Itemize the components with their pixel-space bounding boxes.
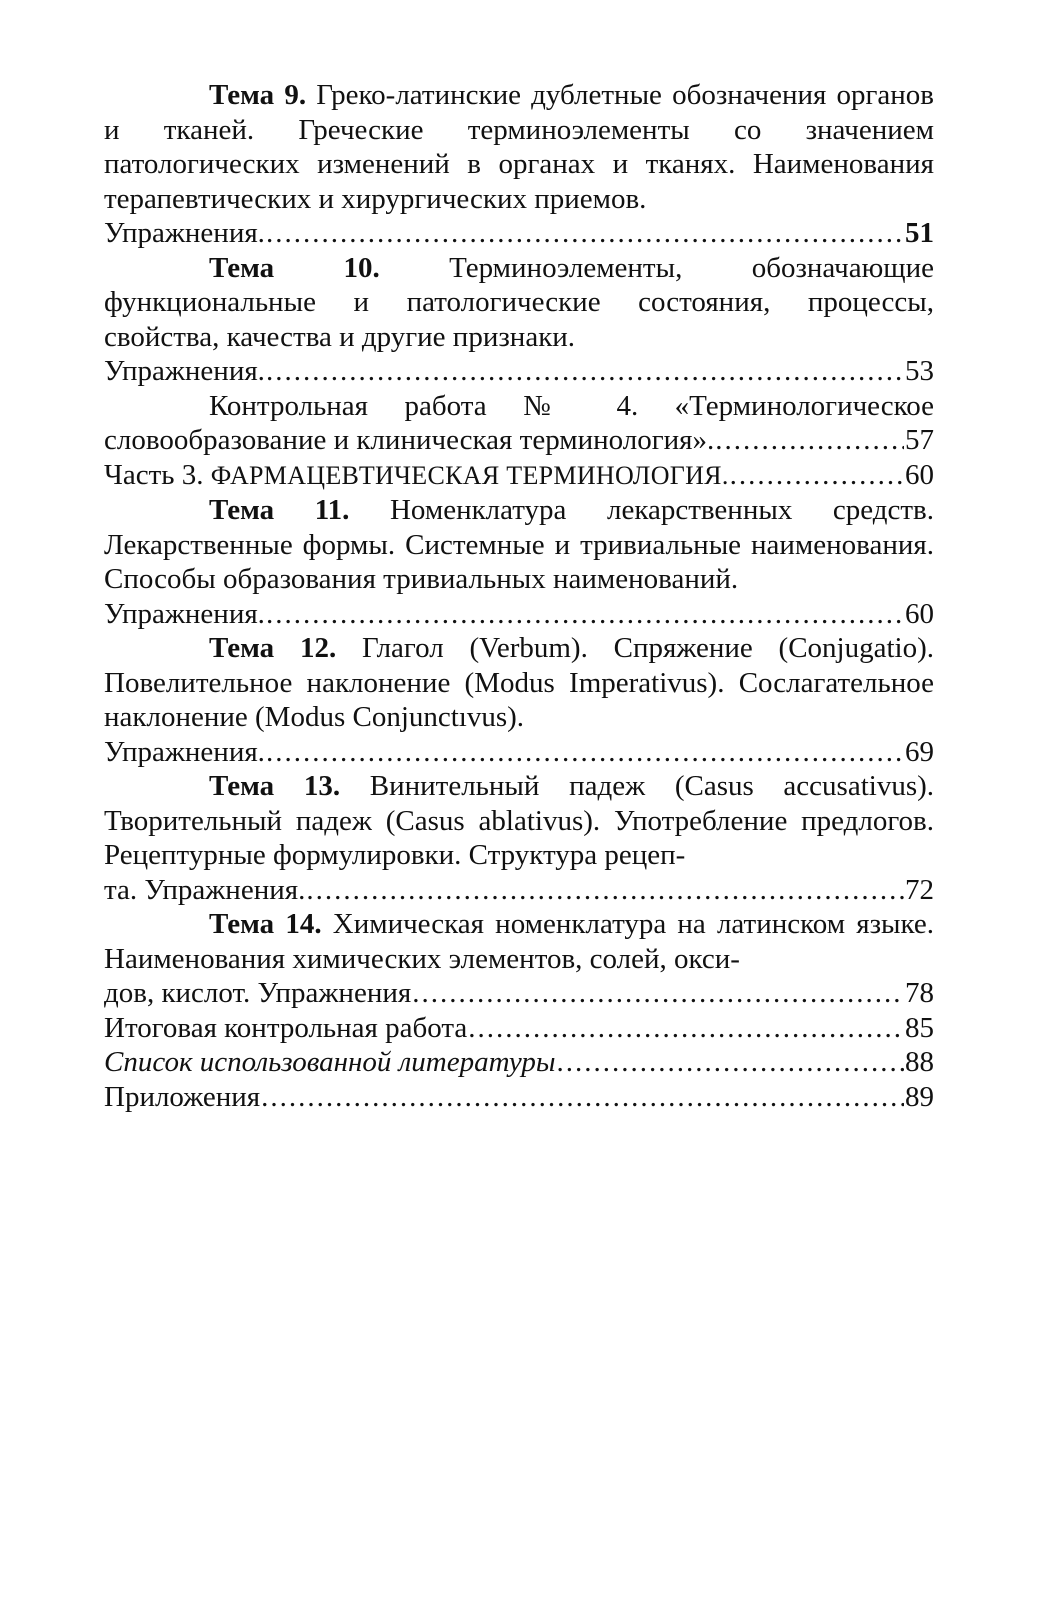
toc-entry-part-3[interactable] <box>104 458 934 494</box>
toc-entry-tail: Упражнения. <box>104 597 265 630</box>
toc-entry-tail: Упражнения. <box>104 355 265 387</box>
toc-entry-tail: Приложения <box>104 1080 261 1113</box>
toc-entry-text <box>104 78 934 216</box>
table-of-contents <box>104 78 934 1114</box>
topic-label: Тема 12. <box>209 632 337 664</box>
dot-leader <box>468 1011 904 1046</box>
toc-entry-topic-11[interactable] <box>104 493 934 631</box>
page-number: 88 <box>905 1046 934 1078</box>
dot-leader <box>715 423 904 458</box>
topic-description: Винительный падеж (Casus accusativus). Творительный падеж (Casus ablativus). Употребление предлогов. Рецептурные формулировки. Структура рецеп- <box>104 770 935 871</box>
topic-description: Химическая номенклатура на латинском языке. Наименования химических элементов, солей, окси- <box>104 908 934 975</box>
page-number: 78 <box>905 977 934 1009</box>
page-number: 72 <box>905 873 934 906</box>
toc-entry-references[interactable] <box>104 1045 934 1080</box>
topic-label: Тема 14. <box>209 908 322 940</box>
page-number: 57 <box>905 424 934 456</box>
toc-leader-line <box>104 597 934 632</box>
toc-leader-line <box>104 735 934 770</box>
toc-entry-control-work-4[interactable] <box>104 389 934 458</box>
topic-description: Терминоэлементы, обозначающие функциональные и патологические состояния, процессы, свойства, качества и другие признаки. <box>104 251 934 353</box>
toc-entry-tail: Список использованной литературы <box>104 1046 556 1078</box>
topic-label: Тема 13. <box>209 770 341 802</box>
toc-entry-tail: Итоговая контрольная работа <box>104 1011 468 1044</box>
toc-leader-line <box>104 423 934 458</box>
part-label: Часть 3. <box>104 458 204 491</box>
dot-leader <box>261 1080 904 1115</box>
dot-leader <box>266 597 904 632</box>
topic-label: Тема 11. <box>209 494 350 526</box>
toc-entry-text <box>104 631 934 735</box>
topic-description: Номенклатура лекарственных средств. Лекарственные формы. Системные и тривиальные наименования. Способы образования тривиальных наименований. <box>104 494 934 595</box>
toc-entry-text <box>104 769 934 873</box>
dot-leader <box>306 873 904 908</box>
toc-entry-tail: Упражнения. <box>104 735 265 768</box>
toc-leader-line <box>104 873 934 908</box>
toc-leader-line <box>104 1011 934 1046</box>
toc-entry-text <box>104 251 934 355</box>
toc-entry-text <box>104 493 934 597</box>
toc-entry-text <box>104 907 934 976</box>
toc-entry-tail: Упражнения. <box>104 217 265 249</box>
dot-leader <box>266 354 904 389</box>
topic-description: Глагол (Verbum). Спряжение (Conjugatio). Повелительное наклонение (Modus Imperativus). Сослагательное наклонение (Modus Conjunctıvus). <box>104 632 934 733</box>
dot-leader <box>730 458 904 493</box>
toc-entry-topic-12[interactable] <box>104 631 934 769</box>
toc-entry-text: Контрольная работа № 4. «Терминологическое <box>209 389 934 422</box>
page-number: 85 <box>905 1011 934 1044</box>
part-title: ФАРМАЦЕВТИЧЕСКАЯ ТЕРМИНОЛОГИЯ. <box>210 460 729 490</box>
page-number: 69 <box>905 735 934 768</box>
toc-entry-topic-10[interactable] <box>104 251 934 389</box>
toc-leader-line <box>104 216 934 251</box>
page-number: 60 <box>905 458 934 491</box>
topic-label: Тема 10. <box>209 251 380 284</box>
toc-entry-tail: дов, кислот. Упражнения <box>104 977 412 1009</box>
dot-leader <box>266 735 904 770</box>
topic-description: Греко-латинские дублетные обозначения органов и тканей. Греческие терминоэлементы со значением патологических изменений в органах и тканях. Наименования терапевтических и хирургических приемов. <box>104 79 934 215</box>
toc-entry-appendices[interactable] <box>104 1080 934 1115</box>
dot-leader <box>266 216 904 251</box>
page-number: 53 <box>905 355 934 387</box>
toc-leader-line <box>104 1045 934 1080</box>
topic-label: Тема 9. <box>209 79 307 111</box>
page-number: 89 <box>905 1080 934 1113</box>
toc-entry-topic-14[interactable] <box>104 907 934 1011</box>
dot-leader <box>412 976 904 1011</box>
page-number: 60 <box>905 597 934 630</box>
toc-leader-line <box>104 354 934 389</box>
toc-entry-tail: та. Упражнения. <box>104 873 306 906</box>
toc-entry-topic-9[interactable] <box>104 78 934 251</box>
toc-leader-line <box>104 1080 934 1115</box>
toc-leader-line <box>104 976 934 1011</box>
toc-entry-final-control-work[interactable] <box>104 1011 934 1046</box>
dot-leader <box>556 1045 904 1080</box>
page-number: 51 <box>905 217 934 249</box>
toc-entry-topic-13[interactable] <box>104 769 934 907</box>
toc-entry-tail: словообразование и клиническая терминология». <box>104 424 715 456</box>
toc-leader-line <box>104 458 934 494</box>
